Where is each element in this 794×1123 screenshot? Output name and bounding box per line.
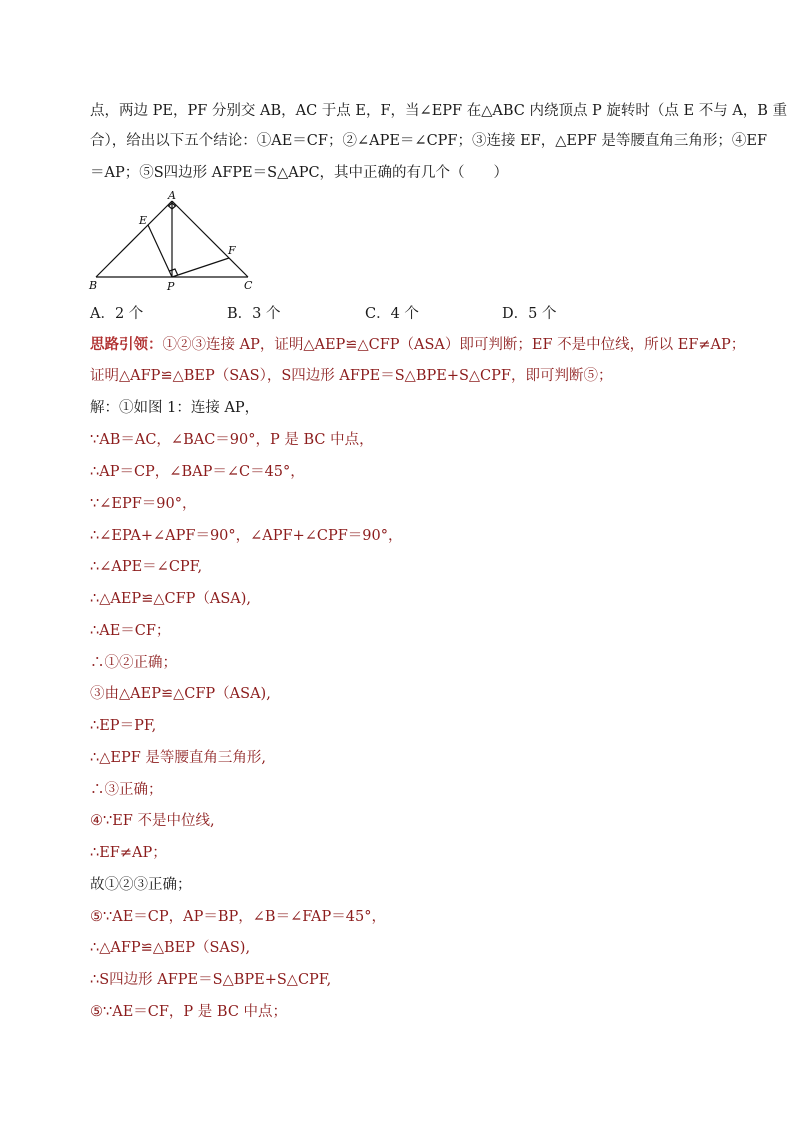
label-p: P [167, 280, 175, 292]
solution-step: ∴△AEP≌△CFP（ASA), [90, 591, 252, 607]
problem-line-1: 点，两边 PE，PF 分别交 AB，AC 于点 E，F，当∠EPF 在△ABC 内绕顶点 P 旋转时（点 E 不与 A，B 重 [90, 103, 788, 119]
solution-step: ④∵EF 不是中位线, [90, 813, 215, 829]
solution-step: ∴S四边形 AFPE＝S△BPE+S△CPF, [90, 972, 332, 988]
hint-title: 思路引领： [90, 336, 163, 353]
hint-line-2: 证明△AFP≌△BEP（SAS），S四边形 AFPE＝S△BPE+S△CPF，即可判断⑤； [90, 368, 613, 384]
side-ac [172, 201, 248, 277]
solution-conclusion: 故①②③正确； [90, 877, 192, 893]
solution-step: ∴△EPF 是等腰直角三角形, [90, 750, 266, 766]
solution-step: ∴EF≠AP； [90, 845, 167, 861]
triangle-diagram [88, 190, 263, 292]
solution-intro: 解：①如图 1：连接 AP， [90, 400, 260, 416]
problem-line-2: 合），给出以下五个结论：①AE＝CF；②∠APE＝∠CPF；③连接 EF，△EPF 是等腰直角三角形；④EF [90, 133, 768, 149]
segment-pf [172, 258, 229, 277]
solution-step: ∴EP＝PF, [90, 718, 157, 734]
solution-step: ⑤∵AE＝CF，P 是 BC 中点； [90, 1004, 288, 1020]
answer-options [90, 302, 730, 322]
solution-step: ∵AB＝AC，∠BAC＝90°，P 是 BC 中点， [90, 432, 374, 448]
label-e: E [139, 214, 148, 227]
side-ab [96, 201, 172, 277]
solution-step: ③由△AEP≌△CFP（ASA), [90, 686, 271, 702]
solution-step: ∴③正确； [90, 782, 163, 798]
hint-line-1 [90, 335, 746, 355]
option-a: A．2 个 [90, 306, 144, 322]
label-a: A [168, 190, 176, 202]
solution-step: ⑤∵AE＝CP，AP＝BP，∠B＝∠FAP＝45°， [90, 909, 386, 925]
hint-text-1: ①②③连接 AP，证明△AEP≌△CFP（ASA）即可判断；EF 不是中位线，所以 EF≠AP； [162, 337, 746, 353]
solution-step: ∴①②正确； [90, 655, 177, 671]
label-c: C [244, 279, 253, 292]
solution-step: ∵∠EPF＝90°， [90, 496, 197, 512]
option-c: C．4 个 [365, 306, 419, 322]
problem-line-3: ＝AP；⑤S四边形 AFPE＝S△APC，其中正确的有几个（ ） [90, 165, 509, 181]
segment-pe [148, 225, 172, 277]
label-f: F [228, 244, 236, 257]
option-b: B．3 个 [227, 306, 281, 322]
solution-step: ∴AE＝CF； [90, 623, 171, 639]
triangle-figure [88, 190, 263, 292]
label-b: B [89, 279, 98, 292]
solution-step: ∴∠EPA+∠APF＝90°，∠APF+∠CPF＝90°， [90, 528, 403, 544]
solution-step: ∴△AFP≌△BEP（SAS), [90, 940, 251, 956]
solution-step: ∴∠APE＝∠CPF, [90, 559, 203, 575]
solution-step: ∴AP＝CP，∠BAP＝∠C＝45°， [90, 464, 305, 480]
option-d: D．5 个 [502, 306, 557, 322]
